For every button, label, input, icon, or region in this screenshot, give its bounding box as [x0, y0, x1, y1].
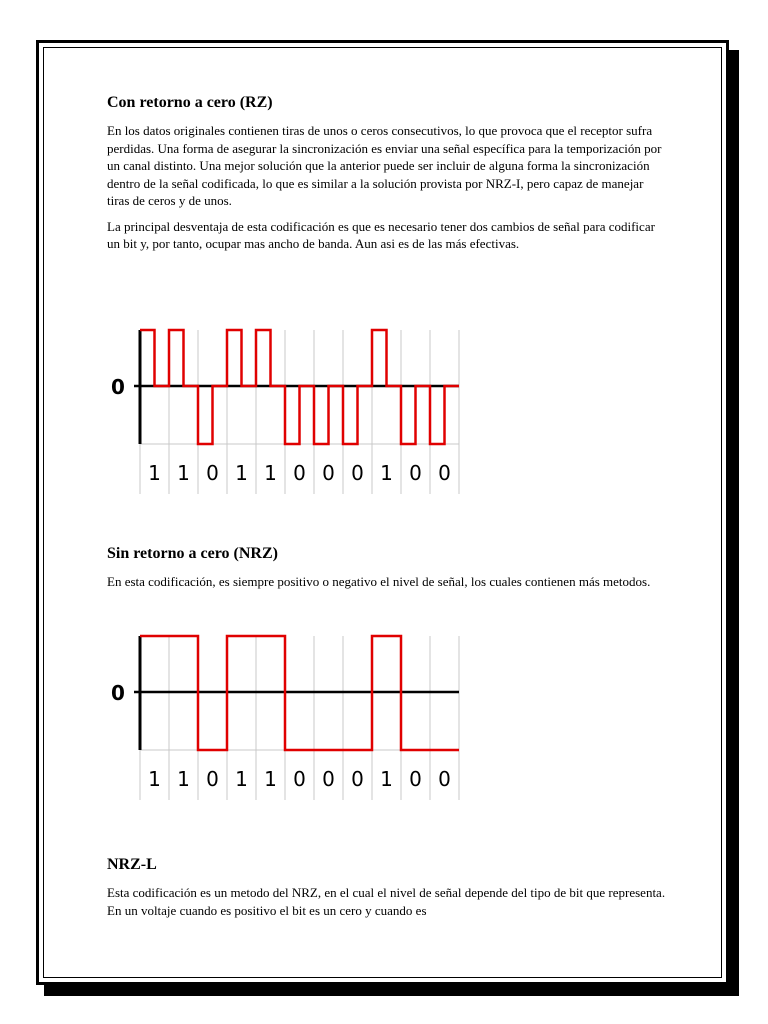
bit-label: 0: [351, 767, 364, 791]
zero-label: 0: [111, 681, 125, 705]
section-nrz: [107, 545, 667, 599]
paragraph-nrz-l-1: Esta codificación es un metodo del NRZ, en el cual el nivel de señal depende del tipo de bit que representa. En un voltaje cuando es positivo el bit es un cero y cuando es: [107, 885, 666, 918]
section-heading-nrz: Sin retorno a cero (NRZ): [107, 545, 278, 562]
section-nrz-l: [107, 856, 667, 927]
bit-label: 0: [351, 461, 364, 485]
paragraph-rz-2: La principal desventaja de esta codificación es que es necesario tener dos cambios de señal para codificar un bit y, por tanto, ocupar mas ancho de banda. Aun asi es de las más efectivas.: [107, 218, 655, 251]
bit-label: 0: [293, 767, 306, 791]
rz-diagram: [107, 322, 467, 502]
bit-label: 1: [177, 767, 190, 791]
zero-label: 0: [111, 375, 125, 399]
paragraph-nrz-1: En esta codificación, es siempre positivo o negativo el nivel de señal, los cuales contienen más metodos.: [107, 574, 651, 589]
bit-label: 1: [148, 461, 161, 485]
paragraph-rz-1: En los datos originales contienen tiras de unos o ceros consecutivos, lo que provoca que el receptor sufra perdidas. Una forma de asegurar la sincronización es enviar una señal específica para la temporización por un canal distinto. Una mejor solución que la anterior puede ser incluir de alguna forma la sincronización dentro de la señal codificada, lo que es similar a la solución provista por NRZ-I, pero capaz de manejar tiras de ceros y de unos.: [107, 123, 662, 208]
bit-label: 1: [264, 767, 277, 791]
bit-label: 1: [177, 461, 190, 485]
section-rz: [107, 94, 667, 261]
bit-label: 1: [380, 461, 393, 485]
bit-label: 0: [322, 461, 335, 485]
bit-label: 1: [235, 767, 248, 791]
bit-label: 1: [148, 767, 161, 791]
bit-label: 0: [438, 767, 451, 791]
bit-label: 0: [293, 461, 306, 485]
section-heading-rz: Con retorno a cero (RZ): [107, 94, 273, 111]
section-heading-nrz-l: NRZ-L: [107, 856, 157, 873]
bit-label: 0: [322, 767, 335, 791]
rz-signal-plot: [107, 322, 467, 497]
bit-label: 1: [235, 461, 248, 485]
bit-label: 0: [409, 461, 422, 485]
nrz-signal-plot: [107, 628, 477, 803]
nrz-diagram: [107, 628, 477, 808]
bit-label: 0: [206, 461, 219, 485]
bit-label: 0: [409, 767, 422, 791]
bit-label: 0: [206, 767, 219, 791]
bit-label: 1: [380, 767, 393, 791]
bit-label: 0: [438, 461, 451, 485]
bit-label: 1: [264, 461, 277, 485]
